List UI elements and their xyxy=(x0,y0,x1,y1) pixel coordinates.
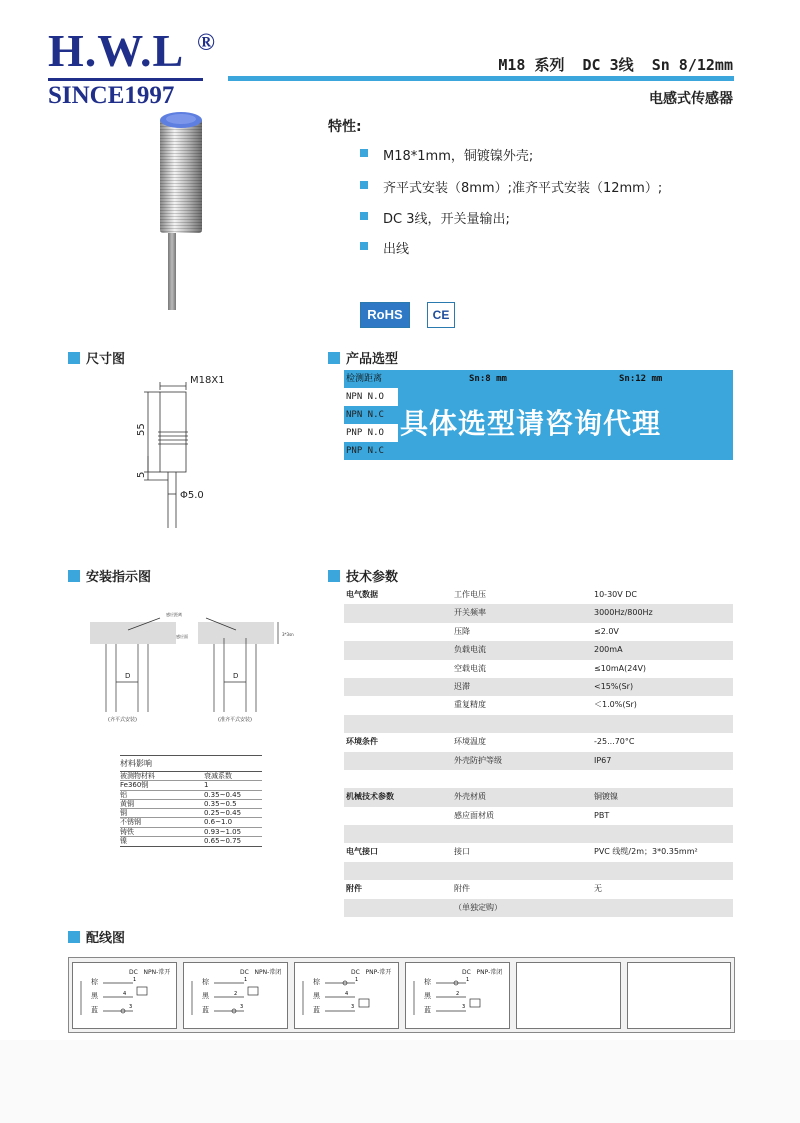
table-row: PNP N.O xyxy=(344,424,733,442)
svg-text:1: 1 xyxy=(133,977,137,983)
svg-text:4: 4 xyxy=(123,991,127,997)
section-wiring: 配线图 xyxy=(68,927,125,946)
feature-item: 出线 xyxy=(362,238,409,257)
table-row: 负载电流 200mA xyxy=(344,641,733,659)
svg-text:(齐平式安装): (齐平式安装) xyxy=(108,717,137,723)
wiring-diagram: DC NPN-常闭 棕 黑 蓝 1 2 3 xyxy=(183,962,288,1029)
table-row: NPN N.O xyxy=(344,388,733,406)
table-row: 被测物材料 衰减系数 xyxy=(120,772,262,781)
table-row: 不锈钢 0.6~1.0 xyxy=(120,818,262,827)
specs-table xyxy=(344,586,733,917)
table-row xyxy=(344,715,733,733)
section-install: 安装指示图 xyxy=(68,566,151,585)
feature-item: 齐平式安装（8mm）;准齐平式安装（12mm）; xyxy=(362,177,662,196)
table-row: 机械技术参数 外壳材质 铜镀镍 xyxy=(344,788,733,806)
table-row: 迟滞 <15%(Sr) xyxy=(344,678,733,696)
svg-text:1: 1 xyxy=(355,977,359,983)
table-row: PNP N.C xyxy=(344,442,733,460)
thread-label: M18X1 xyxy=(190,375,225,386)
table-row: 电气数据 工作电压 10-30V DC xyxy=(346,590,638,599)
cable-diameter-label: Φ5.0 xyxy=(180,490,204,501)
wiring-diagram: DC PNP-常开 棕 黑 蓝 1 4 3 xyxy=(294,962,399,1029)
selection-header-row: 检测距离 Sn:8 mm Sn:12 mm xyxy=(344,370,733,388)
selection-notice: 具体选型请咨询代理 xyxy=(400,407,662,440)
wiring-empty-cell xyxy=(627,962,731,1029)
table-row: 铸铁 0.93~1.05 xyxy=(120,828,262,837)
svg-text:1: 1 xyxy=(244,977,248,983)
wiring-diagram: DC PNP-常闭 棕 黑 蓝 1 2 3 xyxy=(405,962,510,1029)
table-row: 开关频率 3000Hz/800Hz xyxy=(344,604,733,622)
table-row xyxy=(344,825,733,843)
table-row xyxy=(344,770,733,788)
rohs-badge: RoHS xyxy=(360,302,410,328)
table-row: NPN N.C xyxy=(344,406,733,424)
feature-item: DC 3线，开关量输出; xyxy=(362,208,510,227)
svg-text:3*3sn: 3*3sn xyxy=(282,632,294,637)
table-row: 环境条件 环境温度 -25...70°C xyxy=(346,737,635,747)
svg-text:2: 2 xyxy=(456,991,460,997)
table-row: 附件 附件 无 xyxy=(346,884,602,894)
page-subtitle: 电感式传感器 xyxy=(649,91,733,107)
sensor-photo xyxy=(150,108,220,313)
material-table xyxy=(120,755,262,847)
svg-text:D: D xyxy=(233,672,239,680)
section-dimension: 尺寸图 xyxy=(68,348,125,367)
brand-since: SINCE1997 xyxy=(48,82,175,109)
dimension-drawing xyxy=(120,370,240,530)
ce-badge: CE xyxy=(427,302,455,328)
table-row: 黄铜 0.35~0.5 xyxy=(120,800,262,809)
table-row: 铜 0.25~0.45 xyxy=(120,809,262,818)
material-table-title: 材料影响 xyxy=(120,756,262,772)
svg-text:3: 3 xyxy=(129,1004,133,1010)
footer-band xyxy=(0,1040,800,1123)
svg-text:3: 3 xyxy=(240,1004,244,1010)
svg-text:感应面: 感应面 xyxy=(176,634,188,639)
svg-text:(准齐平式安装): (准齐平式安装) xyxy=(218,717,252,723)
table-row: 重复精度 ＜1.0%(Sr) xyxy=(454,700,637,710)
length-label: 55 xyxy=(136,423,147,436)
tail-label: 5 xyxy=(136,471,147,478)
svg-text:1: 1 xyxy=(466,977,470,983)
registered-mark: ® xyxy=(197,30,215,56)
brand-logo: H.W.L xyxy=(48,25,185,76)
table-row: 感应面材质 PBT xyxy=(454,810,610,820)
wiring-empty-cell xyxy=(516,962,621,1029)
table-row: 电气接口 接口 PVC 线缆/2m；3*0.35mm² xyxy=(346,847,698,857)
table-row xyxy=(344,862,733,880)
section-selection: 产品选型 xyxy=(328,348,398,367)
logo-divider xyxy=(48,78,203,81)
header-accent-bar xyxy=(228,76,734,81)
svg-text:D: D xyxy=(125,672,131,680)
section-specs: 技术参数 xyxy=(328,566,398,585)
table-row: 空载电流 ≤10mA(24V) xyxy=(454,663,647,673)
page-title: M18 系列 DC 3线 Sn 8/12mm xyxy=(498,56,733,74)
table-row: Fe360钢 1 xyxy=(120,781,262,790)
table-row: 铝 0.35~0.45 xyxy=(120,791,262,800)
svg-text:3: 3 xyxy=(462,1004,466,1010)
table-row: 镍 0.65~0.75 xyxy=(120,837,242,846)
features-title: 特性: xyxy=(328,119,362,135)
table-row: 外壳防护等级 IP67 xyxy=(344,752,733,770)
wiring-diagram: DC NPN-常开 棕 黑 蓝 1 4 3 xyxy=(72,962,177,1029)
svg-text:4: 4 xyxy=(345,991,349,997)
feature-item: M18*1mm，铜镀镍外壳; xyxy=(362,145,533,164)
svg-text:3: 3 xyxy=(351,1004,355,1010)
table-row: 压降 ≤2.0V xyxy=(454,626,619,636)
install-drawing xyxy=(88,608,303,726)
svg-text:2: 2 xyxy=(234,991,238,997)
svg-text:感应距离: 感应距离 xyxy=(166,612,182,617)
table-row: （单独定购） xyxy=(344,899,733,917)
